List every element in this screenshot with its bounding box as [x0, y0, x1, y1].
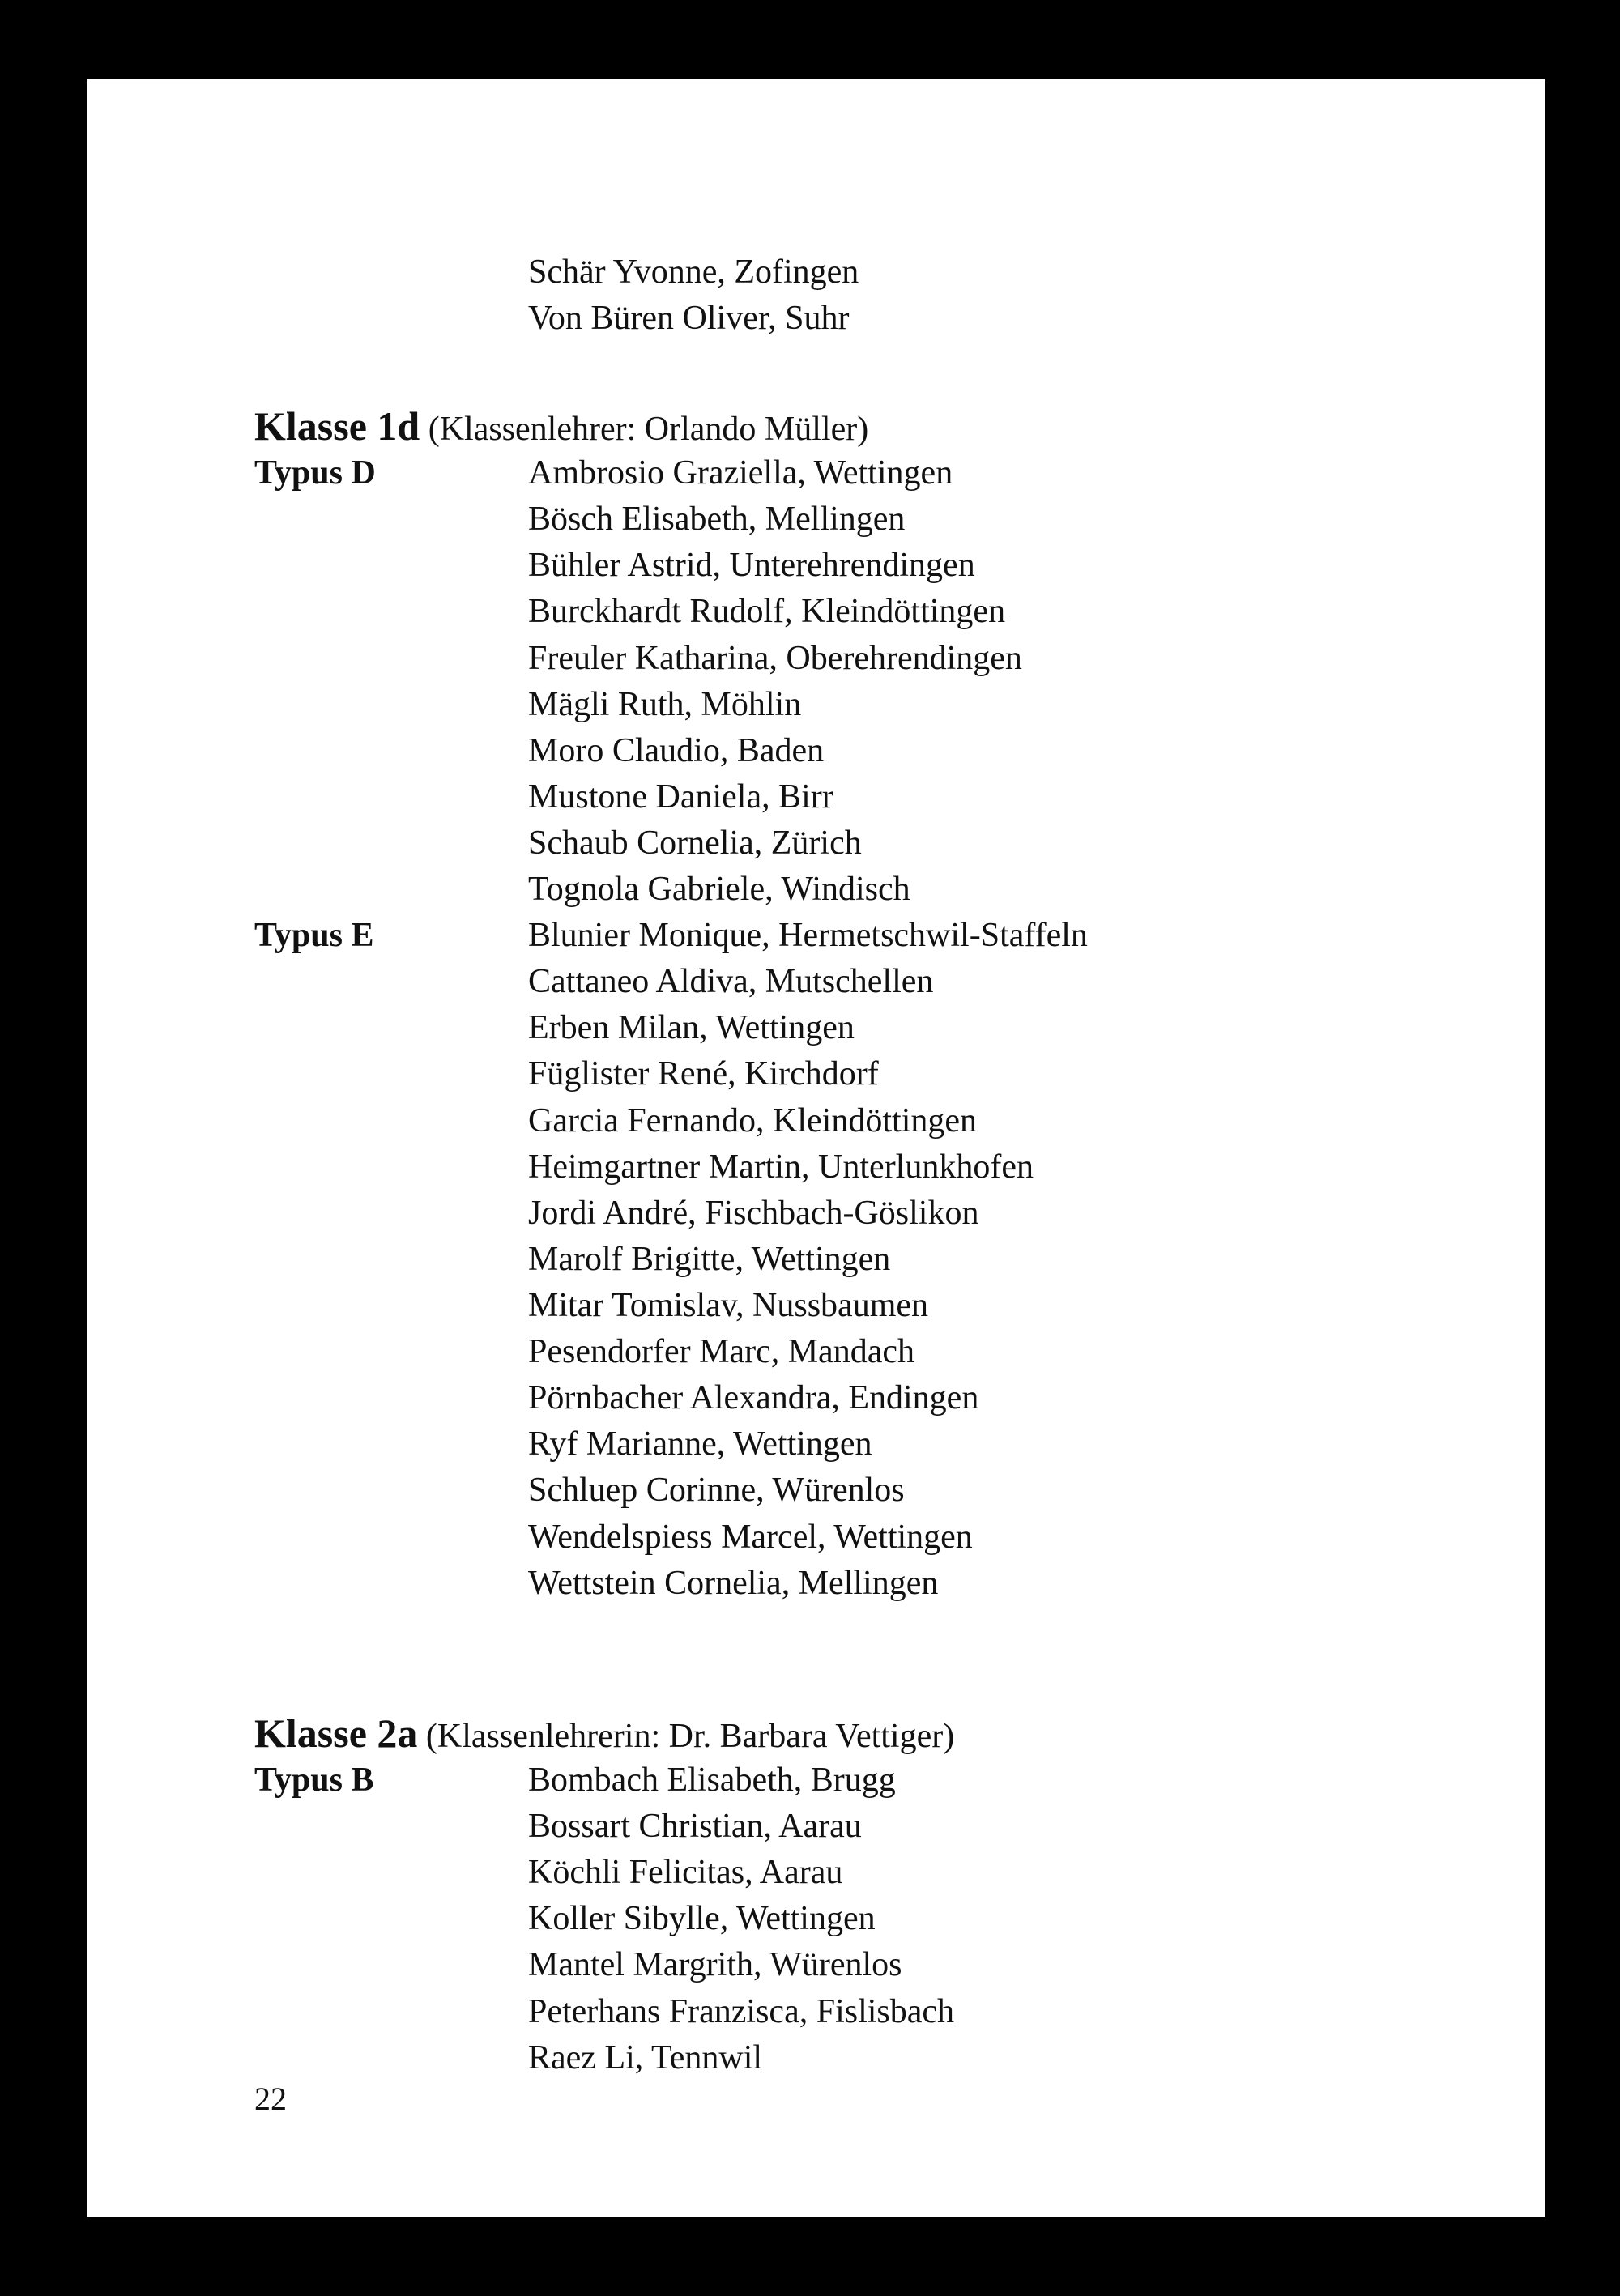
list-item: Ryf Marianne, Wettingen	[528, 1425, 872, 1463]
list-item: Bombach Elisabeth, Brugg	[528, 1761, 896, 1799]
section-heading-2a	[254, 1709, 954, 1761]
list-item: Pörnbacher Alexandra, Endingen	[528, 1379, 979, 1416]
list-item: Mitar Tomislav, Nussbaumen	[528, 1287, 929, 1324]
list-item: Raez Li, Tennwil	[528, 2039, 763, 2077]
teacher-label: (Klassenlehrer: Orlando Müller)	[428, 411, 869, 448]
list-item: Schär Yvonne, Zofingen	[528, 253, 859, 291]
list-item: Füglister René, Kirchdorf	[528, 1055, 879, 1093]
list-item: Burckhardt Rudolf, Kleindöttingen	[528, 593, 1006, 630]
list-item: Koller Sibylle, Wettingen	[528, 1900, 876, 1937]
list-item: Mägli Ruth, Möhlin	[528, 686, 802, 723]
typus-label: Typus B	[254, 1761, 374, 1799]
list-item: Blunier Monique, Hermetschwil-Staffeln	[528, 917, 1088, 954]
klasse-label: Klasse 2a	[254, 1710, 418, 1756]
list-item: Bühler Astrid, Unterehrendingen	[528, 547, 975, 584]
list-item: Bösch Elisabeth, Mellingen	[528, 501, 906, 538]
document-page	[87, 79, 1545, 2217]
list-item: Schaub Cornelia, Zürich	[528, 824, 862, 862]
list-item: Ambrosio Graziella, Wettingen	[528, 454, 953, 492]
klasse-label: Klasse 1d	[254, 403, 420, 449]
list-item: Mustone Daniela, Birr	[528, 778, 833, 816]
list-item: Jordi André, Fischbach-Göslikon	[528, 1195, 979, 1232]
list-item: Marolf Brigitte, Wettingen	[528, 1241, 891, 1278]
list-item: Moro Claudio, Baden	[528, 732, 825, 769]
list-item: Erben Milan, Wettingen	[528, 1009, 855, 1046]
list-item: Freuler Katharina, Oberehrendingen	[528, 640, 1022, 677]
list-item: Wendelspiess Marcel, Wettingen	[528, 1519, 973, 1556]
list-item: Pesendorfer Marc, Mandach	[528, 1333, 914, 1370]
teacher-label: (Klassenlehrerin: Dr. Barbara Vettiger)	[425, 1718, 955, 1755]
list-item: Von Büren Oliver, Suhr	[528, 300, 850, 337]
list-item: Schluep Corinne, Würenlos	[528, 1472, 905, 1509]
list-item: Mantel Margrith, Würenlos	[528, 1946, 902, 1983]
list-item: Heimgartner Martin, Unterlunkhofen	[528, 1148, 1034, 1186]
list-item: Wettstein Cornelia, Mellingen	[528, 1565, 939, 1602]
list-item: Cattaneo Aldiva, Mutschellen	[528, 963, 934, 1000]
page-number: 22	[254, 2081, 287, 2117]
list-item: Köchli Felicitas, Aarau	[528, 1854, 843, 1891]
typus-label: Typus D	[254, 454, 376, 492]
list-item: Bossart Christian, Aarau	[528, 1808, 862, 1845]
list-item: Tognola Gabriele, Windisch	[528, 871, 910, 908]
section-heading-1d	[254, 402, 868, 454]
list-item: Peterhans Franzisca, Fislisbach	[528, 1993, 955, 2030]
typus-label: Typus E	[254, 917, 374, 954]
list-item: Garcia Fernando, Kleindöttingen	[528, 1102, 977, 1139]
